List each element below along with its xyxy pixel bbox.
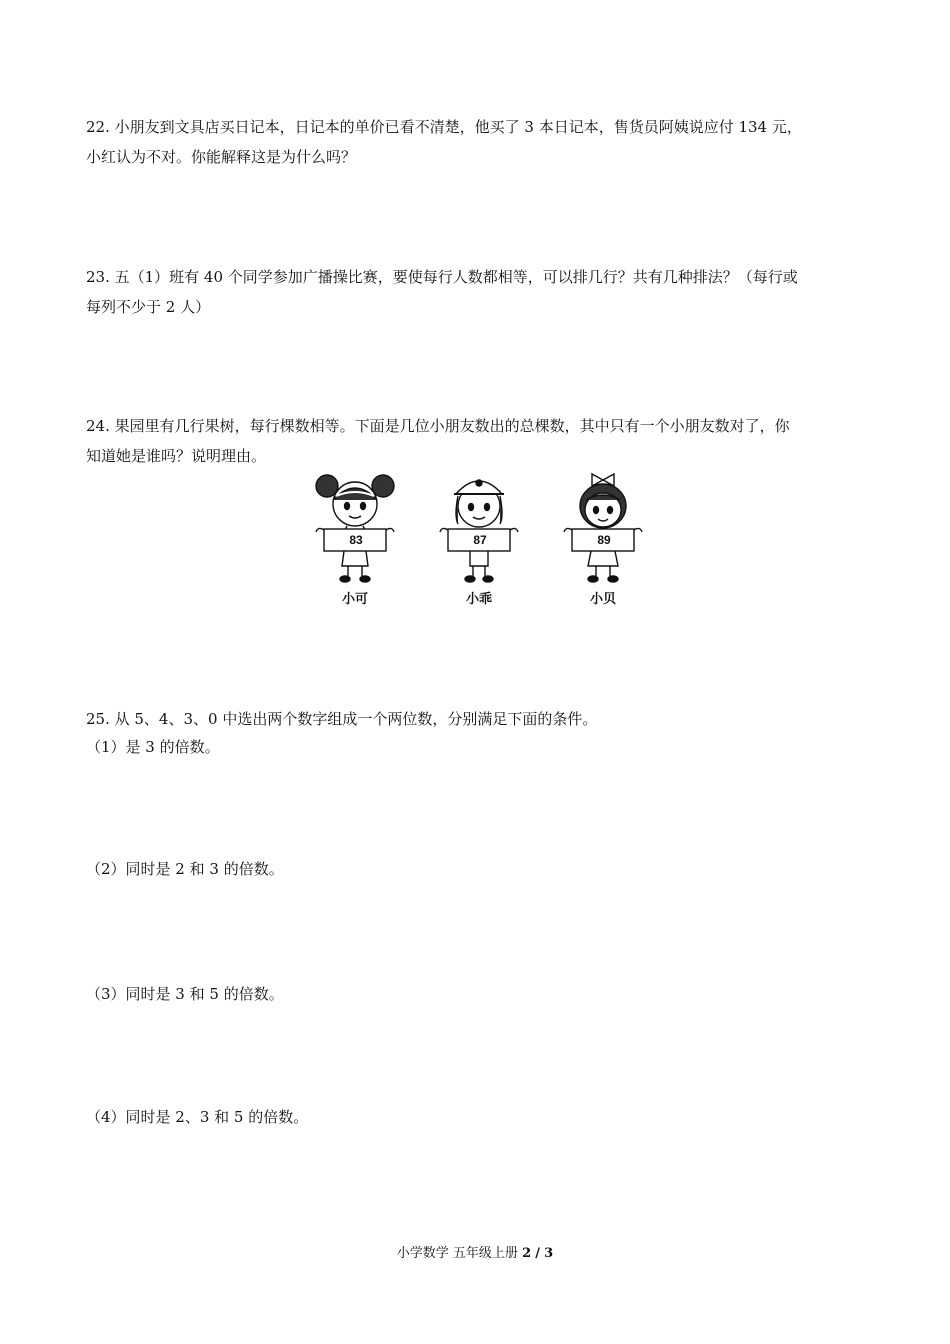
question-24 <box>86 411 866 471</box>
question-23 <box>86 262 866 322</box>
question-25-part-2: （2）同时是 2 和 3 的倍数。 <box>86 860 284 878</box>
footer-subject: 小学数学 五年级上册 <box>396 1246 518 1261</box>
question-25-part-3: （3）同时是 3 和 5 的倍数。 <box>86 985 284 1003</box>
question-25-part-4: （4）同时是 2、3 和 5 的倍数。 <box>86 1108 309 1126</box>
child-name: 小贝 <box>589 592 616 607</box>
question-22-line-1: 22. 小朋友到文具店买日记本，日记本的单价已看不清楚，他买了 3 本日记本，售货员阿姨说应付 134 元， <box>86 118 802 136</box>
child-name: 小乖 <box>465 592 492 607</box>
child-card <box>548 466 658 616</box>
question-22-line-2: 小红认为不对。你能解释这是为什么吗？ <box>86 148 357 166</box>
footer-page-number: 2 <box>522 1246 532 1261</box>
question-22 <box>86 112 866 172</box>
number-sign: 87 <box>473 533 487 547</box>
question-23-line-2: 每列不少于 2 人） <box>86 298 211 316</box>
question-24-line-1: 24. 果园里有几行果树，每行棵数相等。下面是几位小朋友数出的总棵数，其中只有一个小朋友数对了，你 <box>86 417 790 435</box>
number-sign: 89 <box>597 533 611 547</box>
question-25-intro: 25. 从 5、4、3、0 中选出两个数字组成一个两位数，分别满足下面的条件。 <box>86 710 598 728</box>
question-24-line-2: 知道她是谁吗？说明理由。 <box>86 447 267 465</box>
children-illustration <box>300 466 660 616</box>
child-name: 小可 <box>341 592 368 607</box>
footer-page-total: 3 <box>544 1246 554 1261</box>
child-card <box>424 466 534 616</box>
number-sign: 83 <box>349 533 363 547</box>
child-card <box>300 466 410 616</box>
page-footer <box>0 1244 950 1264</box>
question-25-part-1: （1）是 3 的倍数。 <box>86 738 220 756</box>
footer-separator: / <box>535 1246 541 1261</box>
question-23-line-1: 23. 五（1）班有 40 个同学参加广播操比赛，要使每行人数都相等，可以排几行？共有几种排法？（每行或 <box>86 268 798 286</box>
